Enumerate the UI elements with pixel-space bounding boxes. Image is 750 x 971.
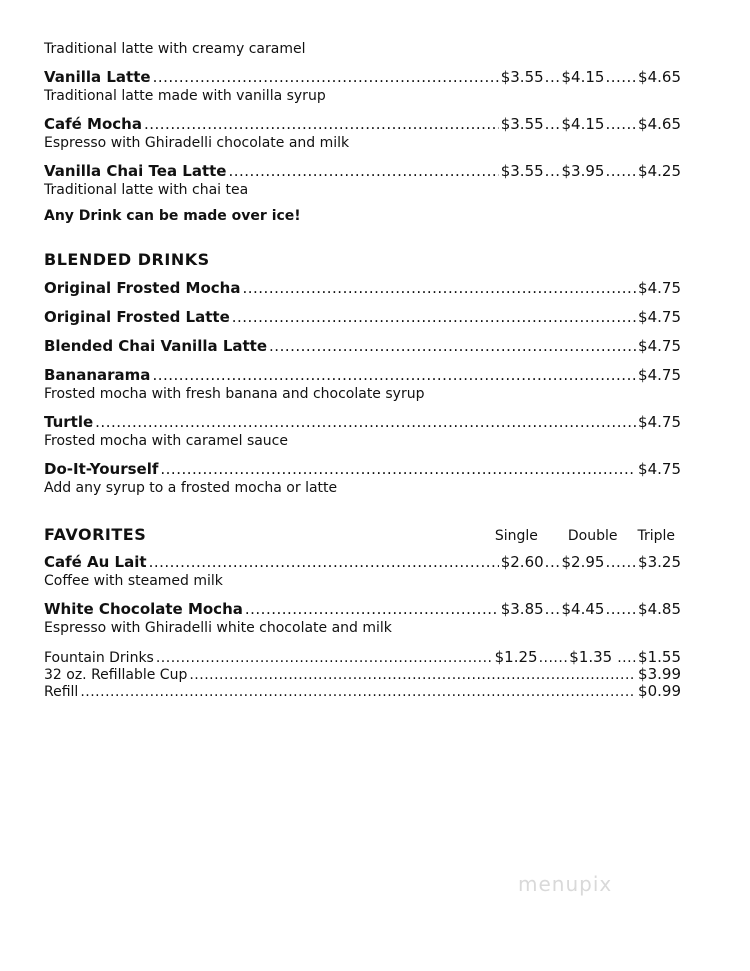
item-description: Traditional latte made with vanilla syrup <box>44 88 326 104</box>
ice-note: Any Drink can be made over ice! <box>44 208 301 224</box>
column-single: Single <box>494 528 538 544</box>
price-triple: $4.25 <box>638 162 681 180</box>
item-price: $4.75 <box>638 413 681 431</box>
price-triple: $4.65 <box>638 115 681 133</box>
item-name: Vanilla Chai Tea Latte <box>44 162 227 180</box>
item-name: Fountain Drinks <box>44 650 154 666</box>
price-double: $4.45 <box>561 600 605 618</box>
item-name: Café Au Lait <box>44 553 147 571</box>
item-price: $4.75 <box>638 366 681 384</box>
item-price: $4.75 <box>638 460 681 478</box>
price-triple: $3.25 <box>638 553 681 571</box>
item-description: Frosted mocha with fresh banana and chocolate syrup <box>44 386 425 402</box>
item-name: Vanilla Latte <box>44 68 151 86</box>
item-name: Blended Chai Vanilla Latte <box>44 337 268 355</box>
item-description: Coffee with steamed milk <box>44 573 223 589</box>
item-description: Espresso with Ghiradelli chocolate and milk <box>44 135 350 151</box>
menu-page <box>44 40 681 700</box>
item-name: Bananarama <box>44 366 151 384</box>
price-single: $3.85 <box>500 600 544 618</box>
item-price: $3.99 <box>638 665 681 683</box>
item-name: Do-It-Yourself <box>44 460 159 478</box>
extra-refill <box>44 683 681 700</box>
menu-item-blended-chai-vanilla-latte <box>44 336 681 356</box>
menu-item-do-it-yourself <box>44 459 681 497</box>
extra-fountain-drinks <box>44 649 681 666</box>
item-description: Frosted mocha with caramel sauce <box>44 433 288 449</box>
extra-refillable-cup <box>44 666 681 683</box>
item-name: Café Mocha <box>44 115 142 133</box>
section-title-blended: BLENDED DRINKS <box>44 250 210 269</box>
menu-item-cafe-mocha <box>44 114 681 152</box>
column-double: Double <box>567 528 618 544</box>
price-single: $3.55 <box>500 68 544 86</box>
menu-item-bananarama <box>44 365 681 403</box>
item-price: $0.99 <box>638 682 681 700</box>
price-large: $1.55 <box>638 648 681 666</box>
price-small: $1.25 <box>494 648 538 666</box>
menu-item-vanilla-latte <box>44 67 681 105</box>
item-description: Traditional latte with creamy caramel <box>44 41 306 57</box>
price-double: $4.15 <box>561 115 605 133</box>
section-title-favorites: FAVORITES <box>44 525 147 544</box>
price-single: $3.55 <box>500 115 544 133</box>
price-single: $2.60 <box>500 553 544 571</box>
item-name: Original Frosted Latte <box>44 308 230 326</box>
item-name: 32 oz. Refillable Cup <box>44 667 188 683</box>
menu-item-turtle <box>44 412 681 450</box>
menupix-watermark: menupix <box>518 872 613 896</box>
item-name: Refill <box>44 684 79 700</box>
item-description: Add any syrup to a frosted mocha or latte <box>44 480 338 496</box>
favorites-header <box>44 525 681 544</box>
price-triple: $4.65 <box>638 68 681 86</box>
item-description: Espresso with Ghiradelli white chocolate and milk <box>44 620 392 636</box>
menu-item-original-frosted-latte <box>44 307 681 327</box>
item-name: Original Frosted Mocha <box>44 279 241 297</box>
price-triple: $4.85 <box>638 600 681 618</box>
item-name: White Chocolate Mocha <box>44 600 243 618</box>
price-double: $3.95 <box>561 162 605 180</box>
price-double: $2.95 <box>561 553 605 571</box>
menu-item-cafe-au-lait <box>44 552 681 590</box>
extras-list <box>44 649 681 700</box>
menu-item-white-chocolate-mocha <box>44 599 681 637</box>
item-price: $4.75 <box>638 337 681 355</box>
column-triple: Triple <box>637 528 675 544</box>
menu-item-original-frosted-mocha <box>44 278 681 298</box>
item-description: Traditional latte with chai tea <box>44 182 249 198</box>
item-price: $4.75 <box>638 279 681 297</box>
price-medium: $1.35 <box>569 648 613 666</box>
item-name: Turtle <box>44 413 94 431</box>
price-double: $4.15 <box>561 68 605 86</box>
price-single: $3.55 <box>500 162 544 180</box>
menu-item-vanilla-chai-tea-latte <box>44 161 681 199</box>
item-price: $4.75 <box>638 308 681 326</box>
